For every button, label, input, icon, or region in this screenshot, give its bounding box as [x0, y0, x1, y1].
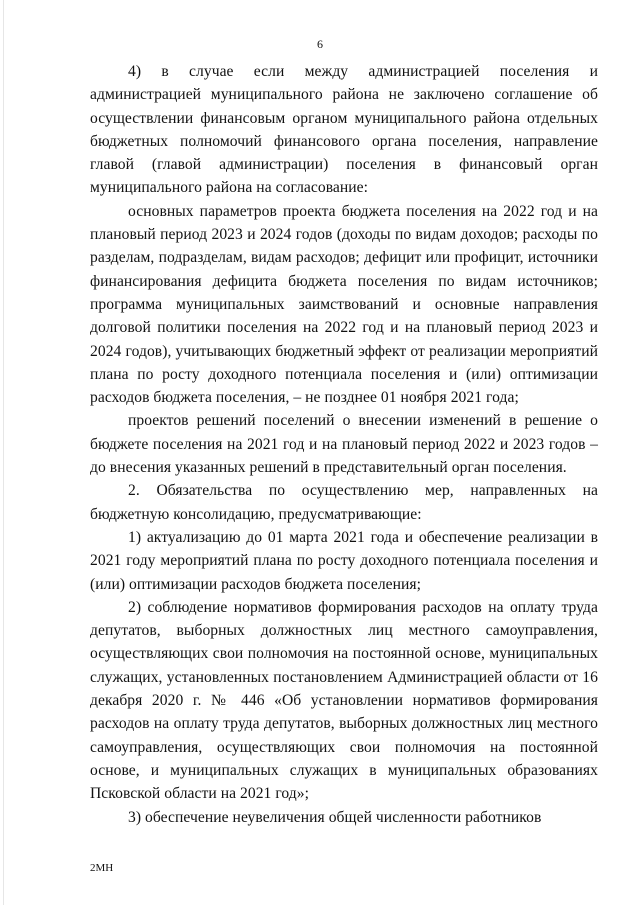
- page-number: 6: [317, 37, 323, 51]
- paragraph-budget-parameters: основных параметров проекта бюджета поселения на 2022 год и на плановый период 2023 и 2024 годов (доходы по видам доходов; расходы по разделам, подразделам, видам расходов; дефицит или профицит, источники финансирования дефицита бюджета поселения по видам источников; программа муниципальных заимствований и основные направления долговой политики поселения на 2022 год и на плановый период 2023 и 2024 годов), учитывающих бюджетный эффект от реализации мероприятий плана по росту доходного потенциала поселения и (или) оптимизации расходов бюджета поселения, – не позднее 01 ноября 2021 года;: [90, 202, 598, 407]
- paragraph-item-2: 2) соблюдение нормативов формирования расходов на оплату труда депутатов, выборных должностных лиц местного самоуправления, осуществляющих свои полномочия на постоянной основе, муниципальных служащих, установленных постановлением Администрацией области от 16 декабря 2020 г. № 446 «Об установлении нормативов формирования расходов на оплату труда депутатов, выборных должностных лиц местного самоуправления, осуществляющих свои полномочия на постоянной основе, и муниципальных служащих в муниципальных образованиях Псковской области на 2021 год»;: [90, 598, 598, 803]
- paragraph-section-2: 2. Обязательства по осуществлению мер, направленных на бюджетную консолидацию, предусматривающие:: [90, 482, 598, 523]
- document-body: [90, 60, 598, 829]
- paragraph-item-1: 1) актуализацию до 01 марта 2021 года и обеспечение реализации в 2021 году мероприятий плана по росту доходного потенциала поселения и (или) оптимизации расходов бюджета поселения;: [90, 528, 598, 593]
- paragraph-item-3: 3) обеспечение неувеличения общей численности работников: [128, 808, 542, 826]
- paragraph-item-4: 4) в случае если между администрацией поселения и администрацией муниципального района не заключено соглашение об осуществлении финансовым органом муниципального района отдельных бюджетных полномочий финансового органа поселения, направление главой (главой администрации) поселения в финансовый орган муниципального района на согласование:: [90, 63, 598, 197]
- scan-edge-line: [3, 0, 4, 905]
- footer-code: 2МН: [90, 862, 114, 874]
- paragraph-draft-decisions: проектов решений поселений о внесении изменений в решение о бюджете поселения на 2021 год и на плановый период 2022 и 2023 годов – до внесения указанных решений в представительный орган поселения.: [90, 412, 598, 477]
